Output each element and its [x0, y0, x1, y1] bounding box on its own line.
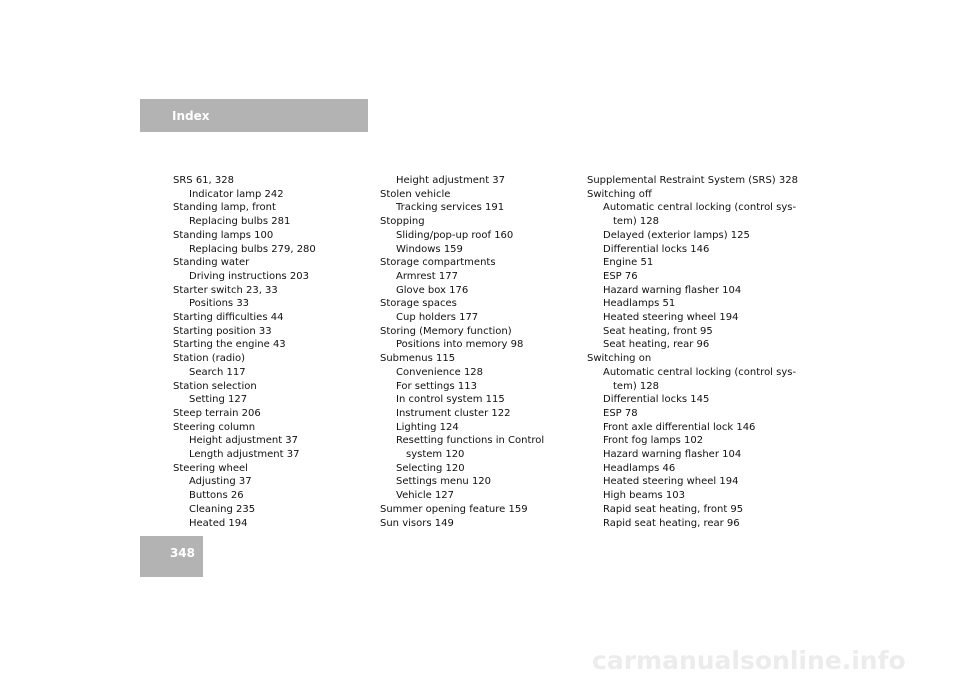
- index-entry: Stolen vehicle: [380, 188, 451, 200]
- index-subentry: High beams 103: [603, 490, 686, 502]
- index-entry: Steering column: [173, 421, 256, 433]
- section-header-bar: [140, 99, 368, 132]
- index-entry: Standing water: [173, 257, 250, 269]
- index-entry: Sun visors 149: [380, 517, 454, 529]
- index-entry: Starting position 33: [173, 325, 272, 337]
- index-column-3: [587, 174, 797, 530]
- index-subentry: Rapid seat heating, rear 96: [603, 517, 740, 529]
- index-subentry: Length adjustment 37: [189, 449, 300, 461]
- index-subentry: Rapid seat heating, front 95: [603, 503, 744, 515]
- index-entry: Storage spaces: [380, 298, 457, 310]
- index-subentry: tem) 128: [613, 216, 659, 228]
- index-subentry: Hazard warning flasher 104: [603, 449, 742, 461]
- index-subentry: Engine 51: [603, 257, 654, 269]
- index-subentry: Heated steering wheel 194: [603, 312, 739, 324]
- index-subentry: Positions 33: [189, 298, 250, 310]
- index-subentry: Settings menu 120: [396, 476, 492, 488]
- index-entry: Stopping: [380, 216, 425, 228]
- index-subentry: Front fog lamps 102: [603, 435, 704, 447]
- index-subentry: Glove box 176: [396, 284, 469, 296]
- index-subentry: Positions into memory 98: [396, 339, 524, 351]
- page-number-box: [140, 536, 203, 577]
- index-subentry: Convenience 128: [396, 366, 484, 378]
- index-entry: Submenus 115: [380, 353, 456, 365]
- index-subentry: Resetting functions in Control: [396, 435, 545, 447]
- index-subentry: Buttons 26: [189, 490, 244, 502]
- index-subentry: Replacing bulbs 279, 280: [189, 243, 316, 255]
- index-subentry: Headlamps 51: [603, 298, 676, 310]
- index-column-2: [380, 174, 580, 530]
- index-entry: Starting the engine 43: [173, 339, 286, 351]
- index-subentry: Selecting 120: [396, 462, 465, 474]
- index-subentry: Hazard warning flasher 104: [603, 284, 742, 296]
- index-subentry: Height adjustment 37: [189, 435, 299, 447]
- index-entry: SRS 61, 328: [173, 175, 234, 186]
- index-subentry: Driving instructions 203: [189, 270, 309, 282]
- index-subentry: Cleaning 235: [189, 503, 256, 515]
- index-entry: Starter switch 23, 33: [173, 284, 278, 296]
- index-subentry: Vehicle 127: [396, 490, 455, 502]
- index-entry: Station (radio): [173, 353, 246, 365]
- index-subentry: Replacing bulbs 281: [189, 216, 291, 228]
- index-subentry: For settings 113: [396, 380, 477, 392]
- index-subentry: Windows 159: [396, 243, 463, 255]
- index-subentry: Differential locks 146: [603, 243, 710, 255]
- index-subentry: Instrument cluster 122: [396, 407, 511, 419]
- index-column-1: [173, 174, 363, 530]
- index-entry: Station selection: [173, 380, 257, 392]
- index-subentry: Headlamps 46: [603, 462, 676, 474]
- index-subentry: Search 117: [189, 366, 246, 378]
- index-entry: Steering wheel: [173, 462, 248, 474]
- index-subentry: Sliding/pop-up roof 160: [396, 229, 514, 241]
- watermark-logo: [592, 647, 906, 675]
- index-entry: Switching off: [587, 188, 652, 200]
- index-entry: Supplemental Restraint System (SRS) 328: [587, 175, 798, 186]
- index-subentry: ESP 76: [603, 270, 638, 282]
- index-entry: Switching on: [587, 353, 652, 365]
- index-entry: Steep terrain 206: [173, 407, 261, 419]
- index-subentry: Heated steering wheel 194: [603, 476, 739, 488]
- index-subentry: Differential locks 145: [603, 394, 710, 406]
- index-entry: Starting difficulties 44: [173, 312, 284, 324]
- index-subentry: Front axle differential lock 146: [603, 421, 756, 433]
- section-title: Index: [172, 109, 210, 123]
- watermark-text: carmanualsonline.info: [592, 646, 906, 675]
- index-entry: Standing lamp, front: [173, 202, 276, 214]
- index-subentry: tem) 128: [613, 380, 659, 392]
- index-subentry: Seat heating, front 95: [603, 325, 713, 337]
- index-subentry: Lighting 124: [396, 421, 459, 433]
- index-entry: Standing lamps 100: [173, 229, 274, 241]
- index-entry: Storing (Memory function): [380, 325, 512, 337]
- index-subentry: Setting 127: [189, 394, 248, 406]
- index-subentry: ESP 78: [603, 407, 638, 419]
- index-subentry: Heated 194: [189, 517, 248, 529]
- index-entry: Summer opening feature 159: [380, 503, 528, 515]
- index-subentry: Seat heating, rear 96: [603, 339, 710, 351]
- index-subentry: Automatic central locking (control sys-: [603, 366, 797, 378]
- index-subentry: In control system 115: [396, 394, 505, 406]
- index-subentry: Cup holders 177: [396, 312, 479, 324]
- index-subentry: Height adjustment 37: [396, 175, 506, 186]
- index-entry: Storage compartments: [380, 257, 496, 269]
- index-subentry: Delayed (exterior lamps) 125: [603, 229, 750, 241]
- page-number: 348: [169, 546, 195, 560]
- index-subentry: Automatic central locking (control sys-: [603, 202, 797, 214]
- index-subentry: Armrest 177: [396, 270, 458, 282]
- index-subentry: Indicator lamp 242: [189, 188, 284, 200]
- index-subentry: system 120: [406, 449, 465, 461]
- index-subentry: Adjusting 37: [189, 476, 252, 488]
- index-subentry: Tracking services 191: [396, 202, 505, 214]
